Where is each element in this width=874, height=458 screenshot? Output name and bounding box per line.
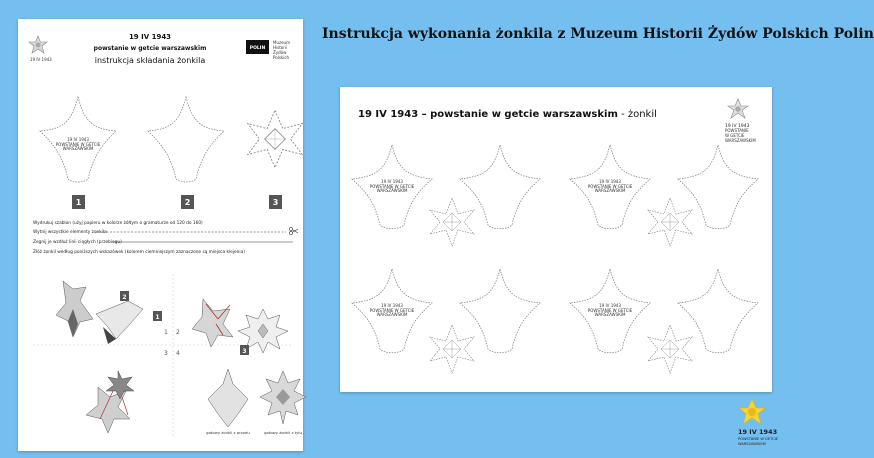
svg-text:Żydów: Żydów xyxy=(273,50,287,55)
template-set-1 xyxy=(352,145,540,246)
daffodil-logo-icon xyxy=(29,36,47,53)
mini-logo-text: 19 IV 1943 xyxy=(30,57,52,62)
svg-text:WARSZAWSKIM: WARSZAWSKIM xyxy=(594,188,626,193)
svg-text:WARSZAWSKIM: WARSZAWSKIM xyxy=(376,188,408,193)
template-logo-date: 19 IV 1943 xyxy=(725,124,750,129)
template-shape-2 xyxy=(148,97,224,182)
diagram-label-2: 2 xyxy=(176,329,180,336)
svg-text:1: 1 xyxy=(75,198,82,207)
daffodil-icon xyxy=(739,399,765,424)
finished-daffodil-front xyxy=(206,369,250,435)
svg-text:19 IV 1943: 19 IV 1943 xyxy=(67,137,89,142)
svg-text:3: 3 xyxy=(272,198,279,207)
svg-text:gotowy żonkil z przodu: gotowy żonkil z przodu xyxy=(206,430,250,435)
step-badge-1 xyxy=(72,195,85,209)
step-badge-2 xyxy=(181,195,194,209)
fold-diagram-1 xyxy=(56,281,162,344)
svg-text:POLIN: POLIN xyxy=(249,46,266,51)
sheet-date: 19 IV 1943 xyxy=(128,33,172,41)
svg-text:19 IV 1943: 19 IV 1943 xyxy=(599,179,621,184)
sheet-subtitle: powstanie w getcie warszawskim xyxy=(93,45,207,52)
instruction-4: Złóż żonkil według poniższych wskazówek (kolorem ciemniejszym zaznaczone są miejsca klejenia) xyxy=(33,250,245,255)
svg-text:WARSZAWSKIM: WARSZAWSKIM xyxy=(725,138,756,143)
template-logo xyxy=(728,99,748,118)
page-title: Instrukcja wykonania żonkila z Muzeum Historii Żydów Polskich Polin xyxy=(322,26,874,42)
svg-text:POWSTANIE W GETCIE: POWSTANIE W GETCIE xyxy=(587,308,633,313)
svg-text:POWSTANIE W GETCIE: POWSTANIE W GETCIE xyxy=(55,142,101,147)
svg-text:19 IV 1943: 19 IV 1943 xyxy=(381,179,403,184)
svg-text:WARSZAWSKIM: WARSZAWSKIM xyxy=(62,146,94,151)
svg-text:W GETCIE: W GETCIE xyxy=(725,133,745,138)
svg-text:WARSZAWSKIM: WARSZAWSKIM xyxy=(594,312,626,317)
template-set-4 xyxy=(570,269,758,373)
svg-text:gotowy żonkil z tyłu: gotowy żonkil z tyłu xyxy=(264,430,302,435)
corner-logo xyxy=(730,398,800,454)
svg-text:WARSZAWSKIM: WARSZAWSKIM xyxy=(738,442,766,446)
diagram-label-4: 4 xyxy=(176,350,180,357)
svg-text:WARSZAWSKIM: WARSZAWSKIM xyxy=(376,312,408,317)
svg-text:19 IV 1943: 19 IV 1943 xyxy=(381,303,403,308)
template-shape-3 xyxy=(248,110,303,167)
diagram-label-1: 1 xyxy=(164,329,168,336)
svg-text:POWSTANIE W GETCIE: POWSTANIE W GETCIE xyxy=(369,184,415,189)
template-set-3 xyxy=(352,269,540,373)
instruction-3: Zegnij je wzdłuż linii ciągłych (przebiegu) xyxy=(33,240,122,245)
fold-diagram-3 xyxy=(86,371,134,433)
template-shape-1 xyxy=(40,97,116,182)
svg-text:3: 3 xyxy=(242,348,247,355)
svg-text:1: 1 xyxy=(155,314,160,321)
svg-text:19 IV 1943: 19 IV 1943 xyxy=(599,303,621,308)
corner-logo-date: 19 IV 1943 xyxy=(738,428,778,436)
fold-diagram-2 xyxy=(192,299,288,355)
template-sheet xyxy=(340,87,772,392)
template-title: 19 IV 1943 – powstanie w getcie warszawskim - żonkil xyxy=(358,109,657,120)
template-set-2 xyxy=(570,145,758,246)
svg-text:2: 2 xyxy=(122,294,127,301)
svg-text:POWSTANIE W GETCIE: POWSTANIE W GETCIE xyxy=(738,437,778,441)
svg-text:Muzeum: Muzeum xyxy=(273,40,290,45)
svg-text:POWSTANIE W GETCIE: POWSTANIE W GETCIE xyxy=(369,308,415,313)
instruction-2: Wytnij wszystkie elementy żonkila xyxy=(33,230,107,235)
finished-daffodil-back xyxy=(260,371,306,435)
polin-logo xyxy=(246,40,290,60)
svg-text:POWSTANIE: POWSTANIE xyxy=(725,128,749,133)
svg-text:Historii: Historii xyxy=(273,45,288,50)
scissors-icon xyxy=(289,227,298,234)
svg-text:2: 2 xyxy=(184,198,191,207)
svg-text:Polskich: Polskich xyxy=(273,55,290,60)
diagram-label-3: 3 xyxy=(164,350,168,357)
instruction-sheet xyxy=(18,19,303,451)
step-badge-3 xyxy=(269,195,282,209)
instruction-title: instrukcja składania żonkila xyxy=(94,56,206,65)
svg-text:POWSTANIE W GETCIE: POWSTANIE W GETCIE xyxy=(587,184,633,189)
instruction-1: Wydrukuj szablon (użyj papieru w kolorze żółtym o gramaturze od 120 do 160) xyxy=(33,221,203,226)
